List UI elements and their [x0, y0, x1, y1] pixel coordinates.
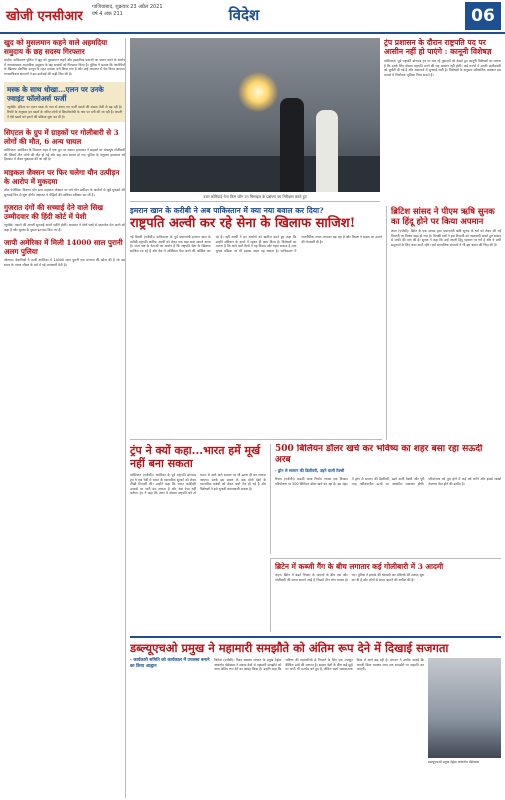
- story-body: लंदन (एजेंसी)। ब्रिटेन के एक सांसद द्वारा प्रधानमंत्री ऋषि सुनक के धर्म को लेकर की गई टिप्पणी पर विवाद खड़ा हो गया है। विपक्षी दलों ने इस टिप्पणी को नस्लवादी बताते हुए सांसद से माफी की मांग की है। सुनक ने कहा कि उन्हें अपनी हिंदू पहचान पर गर्व है और वे सभी समुदायों के लिए काम करते रहेंगे। कई सामाजिक संगठनों ने भी इस बयान की निंदा की है।: [391, 229, 501, 247]
- who-chief-photo: [428, 658, 501, 758]
- story-body: लॉस एंजेलिस। दिवंगत पॉप स्टार माइकल जैक्सन पर लगे यौन उत्पीड़न के आरोपों से जुड़े मुकदमे की सुनवाई फिर से शुरू होगी। अदालत ने पीड़ितों की याचिका स्वीकार कर ली है।: [4, 187, 125, 197]
- story-headline: मस्क के साथ धोखा...एलन पर उनके ज्वाइंट फॉलोअर्स फर्जी: [7, 85, 104, 104]
- dateline-issue: वर्ष 4 अंक 211: [92, 11, 123, 17]
- left-column: [4, 38, 126, 798]
- dateline: [92, 4, 163, 18]
- story-jackson: [4, 168, 125, 197]
- story-headline: ब्रिटेन में कब्जी गैंग के बीच लगातार कई गोलीबारी में 3 आदमी: [275, 562, 444, 571]
- story-subhead: - कार्यकारी समिति को कार्यकाल में उपलब्ध बनाने का किया आह्वान: [130, 658, 210, 669]
- lead-body: नई दिल्ली (एजेंसी)। पाकिस्तान के पूर्व प्रधानमंत्री इमरान खान के करीबी राष्ट्रपति आरिफ अल्वी को लेकर एक बड़ा दावा सामने आया है। सत्ता पक्ष के नेताओं का आरोप है कि राष्ट्रपति सेना के खिलाफ साजिश रच रहे हैं और देश में अस्थिरता पैदा करने की कोशिश कर रहे हैं। वहीं अल्वी ने इन आरोपों को खारिज करते हुए कहा कि उन्होंने संविधान के दायरे में रहकर ही काम किया है। विशेषज्ञों का मानना है कि आने वाले दिनों में यह विवाद और गहरा सकता है तथा चुनाव प्रक्रिया पर भी इसका असर पड़ सकता है। पाकिस्तान में राजनीतिक तनाव लगातार बढ़ रहा है और विपक्ष ने सड़क पर उतरने की चेतावनी दी है।: [130, 235, 382, 253]
- story-musk: [4, 82, 125, 122]
- photo-caption: डब्ल्यूएचओ प्रमुख टेड्रोस अधानोम घेब्रेयसस: [428, 760, 480, 764]
- story-body: रियाद (एजेंसी)। सऊदी अरब नियोम नामक एक विशाल परियोजना पर 500 बिलियन डॉलर खर्च कर रहा है। इस शहर में ड्रोन से सामान की डिलीवरी, उड़ने वाली टैक्सी और पूरी तरह नवीकरणीय ऊर्जा पर आधारित व्यवस्था होगी। परियोजना को पूरा होने में कई वर्ष लगेंगे और इससे लाखों रोजगार पैदा होने की उम्मीद है।: [275, 477, 501, 486]
- story-body: जिनेवा (एजेंसी)। विश्व स्वास्थ्य संगठन के प्रमुख टेड्रोस अधानोम घेब्रेयसस ने सदस्य देशों से महामारी समझौते को जल्द अंतिम रूप देने का आग्रह किया है। उन्होंने कहा कि भविष्य की महामारियों से निपटने के लिए एक मजबूत वैश्विक ढांचे की जरूरत है। सदस्य देशों के बीच कई मुद्दों पर अभी भी मतभेद बने हुए हैं, लेकिन वार्ता सकारात्मक दिशा में आगे बढ़ रही है। संगठन ने उम्मीद जताई कि अगली विश्व स्वास्थ्य सभा तक समझौते पर सहमति बन जाएगी।: [214, 658, 424, 672]
- story-body: वाशिंगटन। पूर्व राष्ट्रपति डोनाल्ड ट्रंप पर चल रहे मुकदमों को देखते हुए कानूनी विशेषज्ञों का मानना है कि उनके लिए दोबारा राष्ट्रपति बनने की राह आसान नहीं होगी। कई राज्यों में उनकी उम्मीदवारी को चुनौती दी गई है और अदालतों में सुनवाई जारी है। विशेषज्ञों के अनुसार संवैधानिक प्रावधान इस मामले में निर्णायक भूमिका निभा सकते हैं।: [384, 59, 501, 77]
- photo-caption: उत्तर कोरियाई नेता किम जोंग उन मिसाइल के प्रक्षेपण का निरीक्षण करते हुए: [130, 192, 380, 202]
- story-who: [130, 636, 501, 798]
- story-body: ओटावा। वैज्ञानिकों ने उत्तरी अमेरिका में 14000 साल पुरानी एक संरचना की खोज की है जो उस समय के मानव जीवन के बारे में नई जानकारी देती है।: [4, 258, 125, 267]
- story-ahmadiya: [4, 38, 125, 76]
- story-subhead: - ड्रोन से सामान की डिलीवरी, उड़ने वाली टैक्सी: [275, 468, 345, 473]
- ship-deck: [130, 156, 380, 192]
- lead-kicker: इमरान खान के करीबी ने अब पाकिस्तान में क्या नया बवाल कर दिया?: [130, 206, 324, 215]
- story-headline: जापी अमेरिका में मिली 14000 साल पुरानी अलग पुलिया: [4, 238, 123, 257]
- story-court: [4, 203, 125, 232]
- story-trump-india: [130, 444, 266, 632]
- story-body: न्यूयॉर्क। ट्विटर पर एलन मस्क के नाम से बनाए गए फर्जी खातों की संख्या तेजी से बढ़ रही है। रिपोर्ट के अनुसार इन खातों के जरिए लोगों से क्रिप्टोकरेंसी के नाम पर ठगी की जा रही है। कंपनी ने ऐसे खातों को हटाने की प्रक्रिया शुरू कर दी है।: [7, 105, 122, 119]
- story-headline: गुजरात दंगों की सच्चाई देने वाले सिख उम्मीदवार की हिंदी कोर्ट में पेशी: [4, 203, 104, 222]
- story-body: लाहौर। पाकिस्तान पुलिस ने खुद को मुसलमान कहने और इस्लामिक प्रथाओं का पालन करने के आरोप में अल्पसंख्यक अहमदिया समुदाय के छह सदस्यों को गिरफ्तार किया है। पुलिस ने बताया कि आरोपियों के खिलाफ ईशनिंदा कानून के तहत मामला दर्ज किया गया है और उन्हें अदालत में पेश किया जाएगा। मानवाधिकार संगठनों ने इस कार्रवाई की कड़ी निंदा की है।: [4, 58, 125, 76]
- story-headline: खुद को मुसलमान कहने वाले अहमदिया समुदाय के छह सदस्य गिरफ्तार: [4, 38, 108, 56]
- lead-photo: [130, 38, 380, 192]
- story-headline: ब्रिटिश सांसद ने पीएम ऋषि सुनक का हिंदू होने पर किया अपमान: [391, 206, 495, 226]
- story-headline: सिएटल के ग्रुप में ग्राहकों पर गोलीबारी से 3 लोगों की मौत, 6 अन्य घायल: [4, 128, 119, 147]
- lead-story: [130, 206, 382, 440]
- section-title: विदेश: [228, 6, 260, 24]
- story-sunak: [386, 206, 501, 440]
- story-body: वाशिंगटन (एजेंसी)। अमेरिका के पूर्व राष्ट्रपति डोनाल्ड ट्रंप ने एक रैली में भारत के व्यापारिक शुल्कों को लेकर तीखी टिप्पणी की। उन्होंने कहा कि भारत अमेरिकी उत्पादों पर भारी कर लगाता है और अब ऐसा नहीं चलेगा। ट्रंप ने कहा कि अगर वे दोबारा राष्ट्रपति बने तो भारत से आने वाले सामान पर भी उतना ही कर लगाया जाएगा। उनके इस बयान के बाद दोनों देशों के व्यापारिक संबंधों को लेकर चर्चा तेज हो गई है और विशेषज्ञों ने इसे चुनावी बयानबाजी बताया है।: [130, 473, 266, 496]
- story-headline: माइकल जैक्सन पर फिर चलेगा यौन उत्पीड़न के आरोप में मुकदमा: [4, 167, 120, 186]
- story-seattle: [4, 128, 125, 162]
- story-body: न्यूयॉर्क। मामले की अगली सुनवाई अगले महीने होगी। अदालत ने दोनों पक्षों से दस्तावेज पेश करने को कहा है और सुरक्षा के पुख्ता इंतजाम किए गए हैं।: [4, 223, 125, 232]
- story-body: वाशिंगटन। अमेरिका के सिएटल शहर में एक ग्रुप पर अज्ञात हमलावर ने ग्राहकों पर अंधाधुंध गोलीबारी की जिसमें तीन लोगों की मौत हो गई और छह अन्य घायल हो गए। पुलिस के अनुसार हमलावर को हिरासत में लेकर पूछताछ की जा रही है।: [4, 148, 125, 162]
- story-headline: ट्रंप प्रशासन के दौरान राष्ट्रपति पद पर आसीन नहीं हो पाएंगे : कानूनी विशेषज्ञ: [384, 38, 492, 56]
- story-trump-legal: [384, 38, 501, 198]
- story-body: लंदन। ब्रिटेन में बढ़ते गैंगवार के मामलों के बीच एक और गोलीबारी की घटना सामने आई है जिसमें तीन लोग घायल हो गए। पुलिस ने इलाके की घेराबंदी कर संदिग्धों की तलाश शुरू कर दी है और लोगों से संयम बरतने की अपील की है।: [275, 573, 425, 582]
- newspaper-logo: खोजी एनसीआर: [6, 9, 83, 24]
- person-figure: [280, 98, 304, 192]
- story-neom: [270, 444, 501, 554]
- missile-flare: [238, 72, 278, 112]
- story-america: [4, 238, 125, 267]
- page-number: 06: [465, 2, 501, 30]
- dateline-date: गाजियाबाद, शुक्रवार 23 अप्रैल 2021: [92, 4, 163, 10]
- lead-headline: राष्ट्रपति अल्वी कर रहे सेना के खिलाफ साजिश!: [130, 216, 356, 231]
- story-headline: 500 बिलियन डॉलर खर्च कर भविष्य का शहर बसा रहा सऊदी अरब: [275, 444, 483, 465]
- masthead: [0, 0, 505, 34]
- person-figure: [316, 110, 338, 192]
- story-uk-gang: [270, 558, 501, 632]
- story-headline: ट्रंप ने क्यों कहा...भारत हमें मूर्ख नहीं बना सकता: [130, 444, 261, 470]
- story-headline: डब्ल्यूएचओ प्रमुख ने महामारी समझौते को अंतिम रूप देने में दिखाई सजगता: [130, 641, 449, 655]
